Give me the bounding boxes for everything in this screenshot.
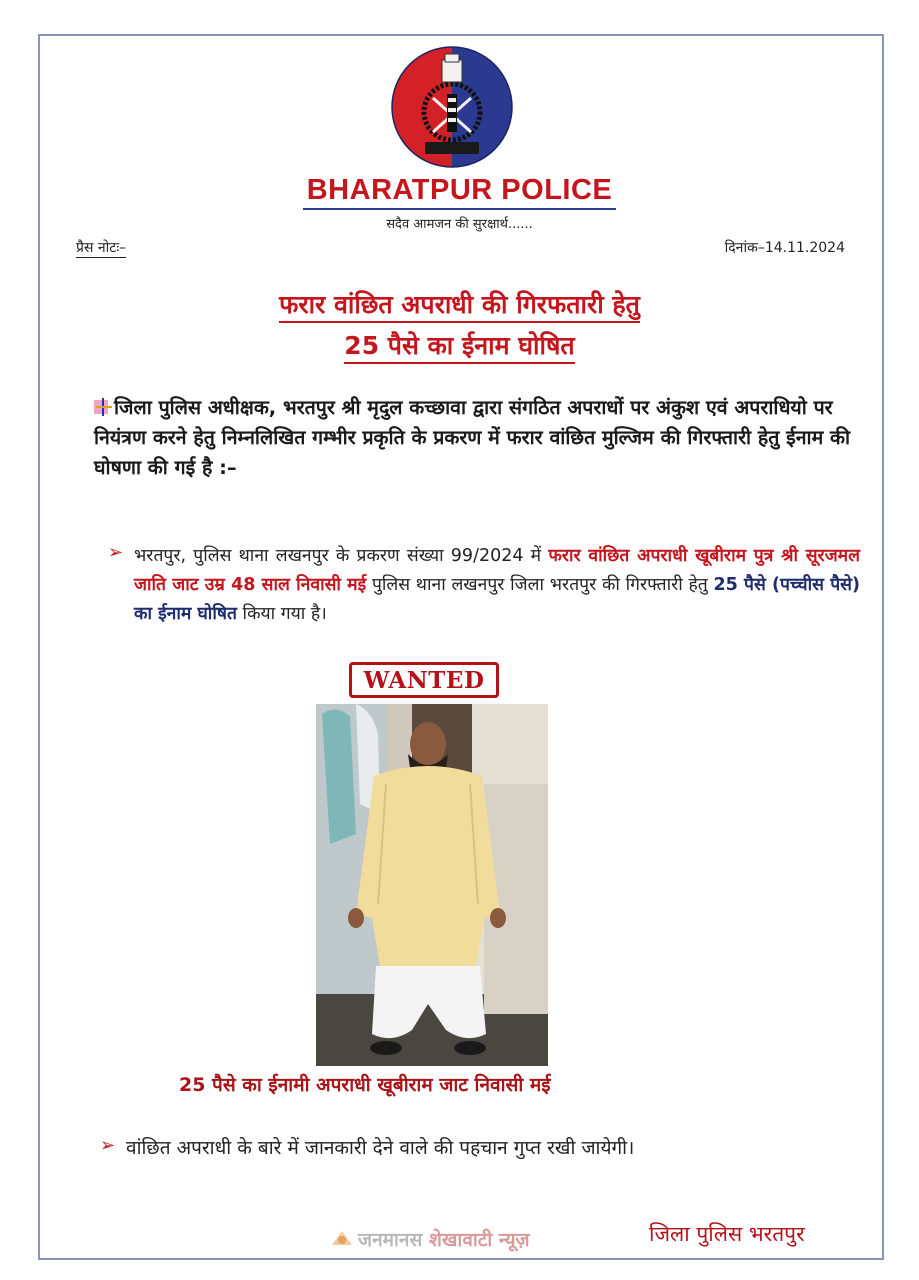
arrow-bullet-icon: ➢ <box>108 542 124 563</box>
confidentiality-note: वांछित अपराधी के बारे में जानकारी देने वाले की पहचान गुप्त रखी जायेगी। <box>126 1137 635 1159</box>
watermark-logo-icon <box>330 1229 354 1249</box>
org-name-text: BHARATPUR POLICE <box>303 173 617 210</box>
wanted-stamp-text: WANTED <box>363 666 485 694</box>
headline-line-1-text: फरार वांछित अपराधी की गिरफतारी हेतु <box>279 289 640 323</box>
org-name <box>0 173 919 210</box>
intro-paragraph <box>94 393 864 483</box>
headline-line-1 <box>0 289 919 323</box>
press-note-label: प्रैस नोटः– <box>76 240 127 256</box>
watermark-text-1: जनमानस <box>358 1229 429 1251</box>
case-details-reward: 25 पैसे (पच्चीस पैसे) का ईनाम घोषित <box>134 575 860 624</box>
watermark-text-2: शेखावाटी न्यूज़ <box>428 1229 530 1251</box>
bullet-flag-icon <box>94 398 112 416</box>
case-details-part5: किया गया है। <box>236 604 327 624</box>
case-details-accused: फरार वांछित अपराधी खूबीराम पुत्र श्री सूरजमल जाति जाट उम्र 48 साल निवासी मई <box>134 546 861 595</box>
case-details-part3: पुलिस थाना लखनपुर जिला भरतपुर की गिरफ्तारी हेतु <box>366 575 714 595</box>
case-details <box>134 542 860 629</box>
headline-line-2 <box>0 330 919 364</box>
wanted-stamp <box>349 662 499 698</box>
intro-text: जिला पुलिस अधीक्षक, भरतपुर श्री मृदुल कच्छावा द्वारा संगठित अपराधों पर अंकुश एवं अपराधियो पर नियंत्रण करने हेतु निम्नलिखित गम्भीर प्रकृति के प्रकरण में फरार वांछित मुल्जिम की गिरफ्तारी हेतु ईनाम की घोषणा की गई है :– <box>94 396 851 479</box>
police-emblem-icon <box>391 46 513 168</box>
signature-office: जिला पुलिस भरतपुर <box>649 1222 805 1246</box>
press-date: दिनांक–14.11.2024 <box>724 240 845 256</box>
case-details-part1: भरतपुर, पुलिस थाना लखनपुर के प्रकरण संख्या 99/2024 में <box>134 546 549 566</box>
headline-line-2-text: 25 पैसे का ईनाम घोषित <box>344 330 574 364</box>
photo-caption: 25 पैसे का ईनामी अपराधी खूबीराम जाट निवासी मई <box>179 1074 551 1096</box>
arrow-bullet-icon: ➢ <box>100 1135 116 1156</box>
news-watermark <box>330 1226 530 1252</box>
tagline: सदैव आमजन की सुरक्षार्थ...... <box>386 217 533 232</box>
accused-photo <box>316 704 548 1066</box>
